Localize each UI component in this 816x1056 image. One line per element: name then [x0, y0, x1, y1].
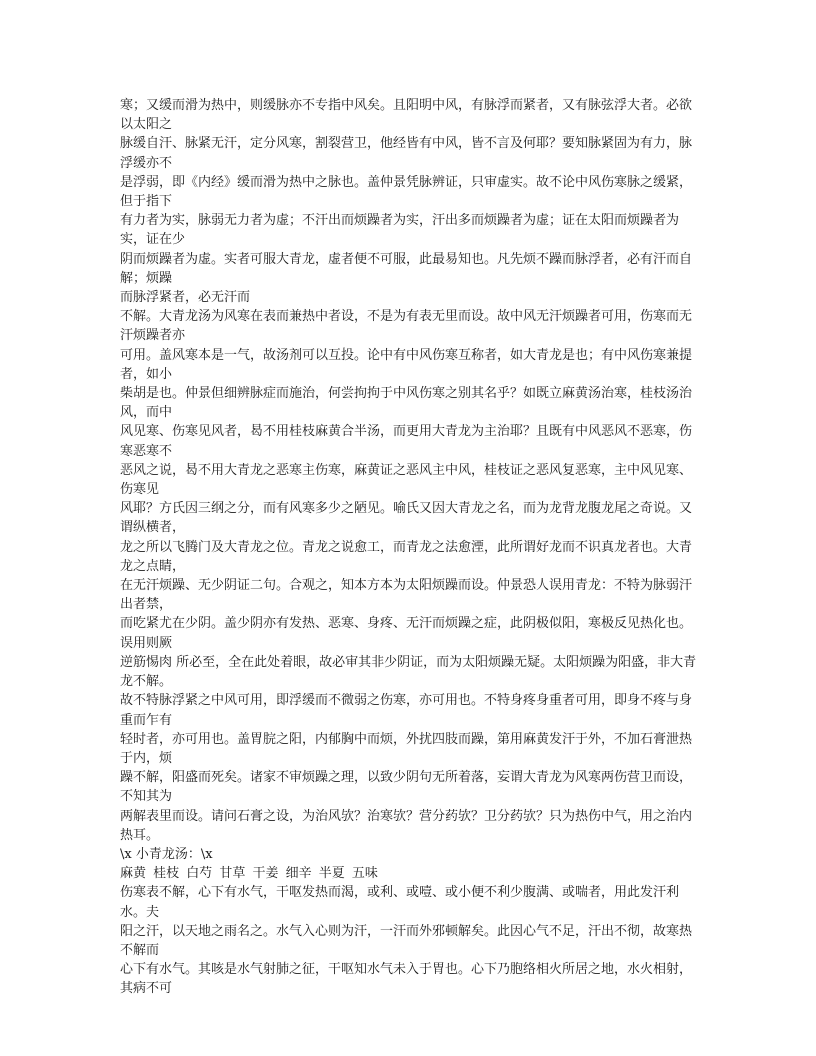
text-line: 龙之所以飞腾门及大青龙之位。青龙之说愈工，而青龙之法愈湮，此所谓好龙而不识真龙者也。大青龙之点睛， [120, 539, 693, 574]
text-line: 柴胡是也。仲景但细辨脉症而施治，何尝拘拘于中风伤寒之别其名乎？如既立麻黄汤治寒，桂枝汤治风，而中 [120, 386, 693, 421]
text-line: 而吃紧尤在少阴。盖少阴亦有发热、恶寒、身疼、无汗而烦躁之症，此阴极似阳，寒极反见热化也。误用则厥 [120, 616, 693, 651]
text-line: 阳之汗，以天地之雨名之。水气入心则为汗，一汗而外邪顿解矣。此因心气不足，汗出不彻，故寒热不解而 [120, 923, 693, 958]
text-line: 是浮弱，即《内经》缓而滑为热中之脉也。盖仲景凭脉辨证，只审虚实。故不论中风伤寒脉之缓紧，但于指下 [120, 174, 693, 210]
text-line: 恶风之说，曷不用大青龙之恶寒主伤寒，麻黄证之恶风主中风，桂枝证之恶风复恶寒，主中风见寒、伤寒见 [120, 462, 693, 498]
section-heading: \x 小青龙汤：\x [120, 846, 213, 862]
text-line: 两解表里而设。请问石膏之设，为治风欤？治寒欤？营分药欤？卫分药欤？只为热伤中气，用之治内热耳。 [120, 808, 693, 843]
text-line: 不解。大青龙汤为风寒在表而兼热中者设，不是为有表无里而设。故中风无汗烦躁者可用，伤寒而无汗烦躁者亦 [120, 309, 693, 344]
text-line: 在无汗烦躁、无少阴证二句。合观之，知本方本为太阳烦躁而设。仲景恐人误用青龙：不特为脉弱汗出者禁， [120, 578, 693, 613]
text-line: 有力者为实，脉弱无力者为虚；不汗出而烦躁者为实，汗出多而烦躁者为虚；证在太阳而烦躁者为实，证在少 [120, 213, 680, 248]
text-line: 脉缓自汗、脉紧无汗，定分风寒，割裂营卫，他经皆有中风，皆不言及何耶？要知脉紧固为有力，脉浮缓亦不 [120, 136, 693, 171]
text-line: 伤寒表不解，心下有水气，干呕发热而渴，或利、或噎、或小便不利少腹满、或喘者，用此发汗利水。夫 [120, 885, 680, 920]
text-line: 逆筋惕肉 所必至，全在此处着眼，故必审其非少阴证，而为太阳烦躁无疑。太阳烦躁为阳盛，非大青龙不解。 [120, 654, 697, 690]
text-line: 躁不解，阳盛而死矣。诸家不审烦躁之理，以致少阴句无所着落，妄谓大青龙为风寒两伤营卫而设，不知其为 [120, 770, 693, 805]
text-line: 故不特脉浮紧之中风可用，即浮缓而不微弱之伤寒，亦可用也。不特身疼身重者可用，即身不疼与身重而乍有 [120, 693, 693, 728]
text-line: 轻时者，亦可用也。盖胃脘之阳，内郁胸中而烦，外扰四肢而躁，第用麻黄发汗于外，不加石膏泄热于内，烦 [120, 731, 693, 766]
herb-list: 麻黄 桂枝 白芍 甘草 干姜 细辛 半夏 五味 [120, 866, 378, 882]
text-line: 阴而烦躁者为虚。实者可服大青龙，虚者便不可服，此最易知也。凡先烦不躁而脉浮者，必有汗而自解；烦躁 [120, 251, 693, 286]
text-line: 心下有水气。其咳是水气射肺之征，干呕知水气未入于胃也。心下乃胞络相火所居之地，水火相射，其病不可 [120, 962, 693, 997]
text-line: 可用。盖风寒本是一气，故汤剂可以互投。论中有中风伤寒互称者，如大青龙是也；有中风伤寒兼提者，如小 [120, 347, 693, 382]
text-line: 风耶？方氏因三纲之分，而有风寒多少之陋见。喻氏又因大青龙之名，而为龙背龙腹龙尾之奇说。又谓纵横者， [120, 501, 693, 536]
text-line: 风见寒、伤寒见风者，曷不用桂枝麻黄合半汤，而更用大青龙为主治耶？且既有中风恶风不恶寒，伤寒恶寒不 [120, 424, 693, 459]
text-line: 寒；又缓而滑为热中，则缓脉亦不专指中风矣。且阳明中风，有脉浮而紧者，又有脉弦浮大者。必欲以太阳之 [120, 98, 693, 133]
text-line: 而脉浮紧者，必无汗而 [120, 290, 251, 306]
document-body [120, 96, 700, 999]
